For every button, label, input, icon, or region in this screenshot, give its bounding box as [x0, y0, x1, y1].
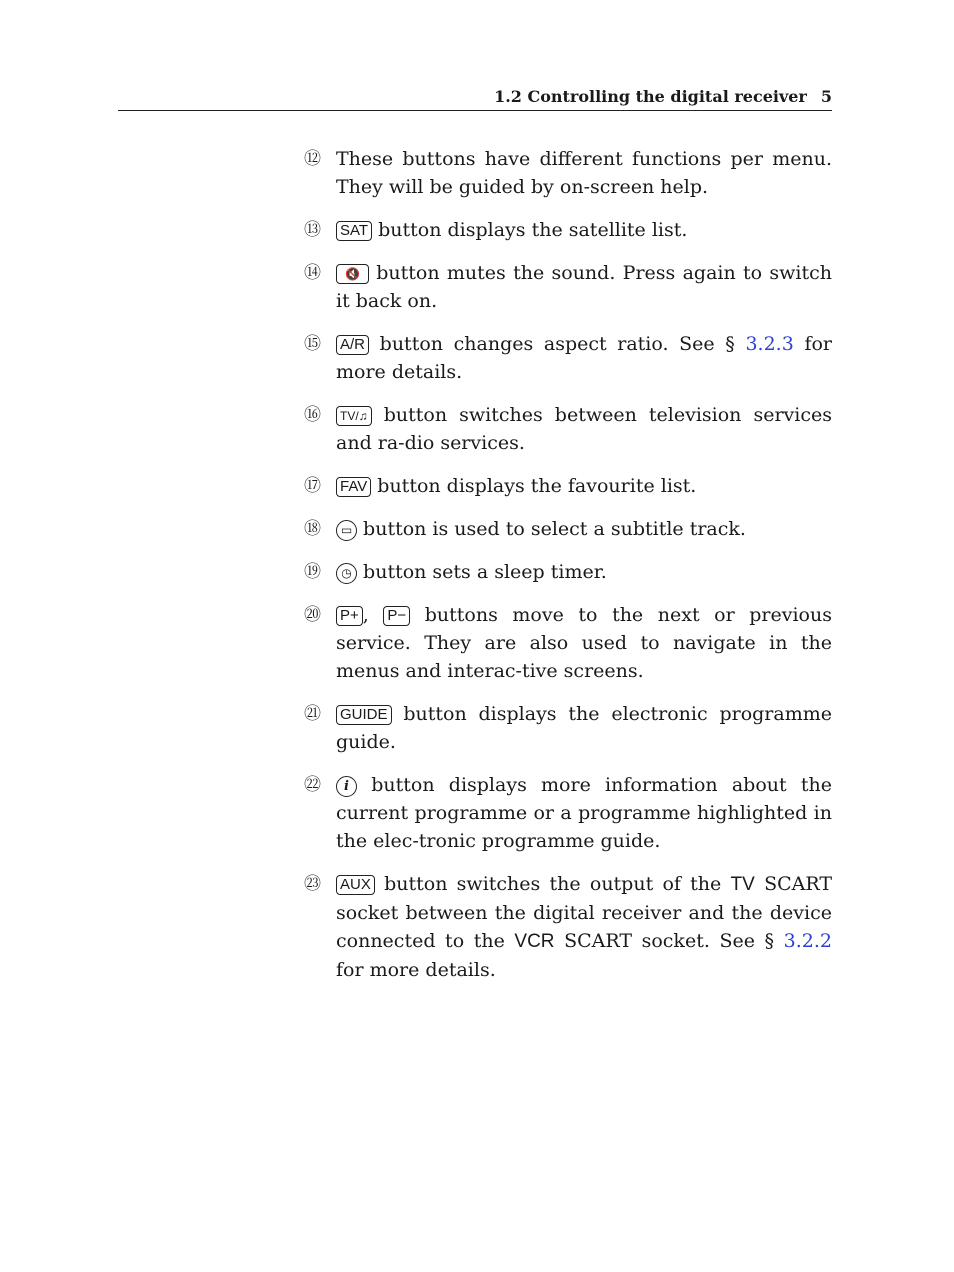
info-key-icon: i [336, 776, 357, 797]
item-text: button is used to select a subtitle track. [363, 518, 746, 540]
item-text: for more details. [336, 333, 832, 383]
guide-key-icon: GUIDE [336, 705, 392, 725]
program-up-key-icon: P+ [336, 606, 363, 626]
item-text: for more details. [336, 959, 496, 981]
fav-key-icon: FAV [336, 477, 371, 497]
tv-radio-key-icon: TV/♫ [336, 406, 372, 426]
item-text: SCART socket between the digital receiver and the device connected to the [336, 873, 832, 952]
item-text: buttons move to the next or previous service. They are also used to navigate in the menus and interac-tive screens. [336, 604, 832, 682]
item-number: ⑭ [304, 263, 321, 283]
list-item [304, 330, 832, 386]
item-number: ㉑ [304, 704, 321, 724]
item-text: button displays the satellite list. [378, 219, 688, 241]
list-item [304, 700, 832, 756]
item-number: ㉓ [304, 874, 321, 894]
list-item [304, 771, 832, 855]
page-number: 5 [820, 87, 832, 106]
item-text: button sets a sleep timer. [363, 561, 607, 583]
item-number: ⑮ [304, 334, 321, 354]
item-text: button displays the favourite list. [377, 475, 697, 497]
aux-key-icon: AUX [336, 875, 375, 895]
item-number: ⑫ [304, 149, 321, 169]
sleep-timer-key-icon: ◷ [336, 563, 357, 584]
item-text: button switches the output of the [384, 873, 722, 895]
item-text: button displays the electronic programme guide. [336, 703, 832, 753]
item-text: These buttons have different functions per menu. They will be guided by on-screen help. [336, 148, 832, 198]
sat-key-icon: SAT [336, 221, 372, 241]
subtitle-key-icon: ▭ [336, 520, 357, 541]
list-item [304, 515, 832, 543]
section-link[interactable]: 3.2.3 [745, 333, 794, 355]
list-item [304, 870, 832, 984]
item-number: ⑳ [304, 605, 321, 625]
item-text: button displays more information about the current programme or a programme highlighted in the elec-tronic programme guide. [336, 774, 832, 852]
aspect-ratio-key-icon: A/R [336, 335, 369, 355]
section-title: 1.2 Controlling the digital receiver [494, 87, 807, 106]
item-number: ⑲ [304, 562, 321, 582]
item-number: ⑰ [304, 476, 321, 496]
list-item [304, 558, 832, 586]
item-text: button switches between television services and ra-dio services. [336, 404, 832, 454]
program-down-key-icon: P− [383, 606, 410, 626]
list-item [304, 401, 832, 457]
item-text: SCART socket. See § [564, 930, 775, 952]
section-link[interactable]: 3.2.2 [783, 930, 832, 952]
running-header [118, 86, 832, 111]
list-item [304, 259, 832, 315]
list-item [304, 216, 832, 244]
item-number: ⑬ [304, 220, 321, 240]
button-description-list [304, 145, 832, 999]
item-number: ⑯ [304, 405, 321, 425]
tv-label: TV [730, 874, 755, 895]
list-item: ⑳ P+ , P− buttons move to the next or previous service. They are also used to navigate in the menus and interac-tive screens. [304, 601, 832, 685]
list-item [304, 472, 832, 500]
mute-key-icon: 🔇 [336, 264, 369, 284]
item-number: ⑱ [304, 519, 321, 539]
item-number: ㉒ [304, 775, 321, 795]
vcr-label: VCR [514, 931, 555, 952]
item-text: button mutes the sound. Press again to switch it back on. [336, 262, 832, 312]
list-item [304, 145, 832, 201]
item-text: button changes aspect ratio. See § [379, 333, 735, 355]
